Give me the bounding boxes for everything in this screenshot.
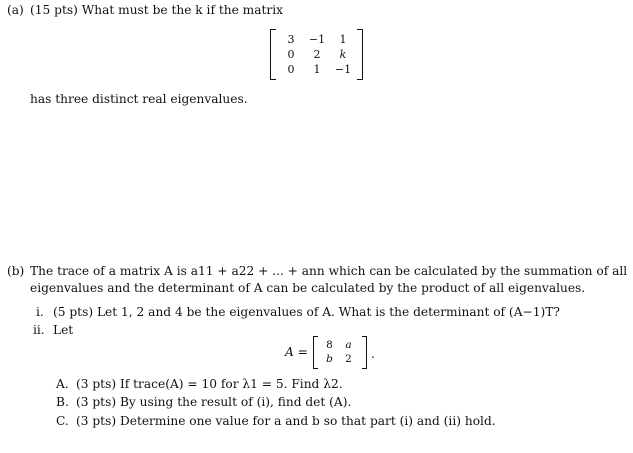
matrix-a-entry-r3c1: 0	[287, 63, 295, 76]
sub-item-b-text: (3 pts) By using the result of (i), find det (A).	[76, 395, 352, 409]
part-a-followup: has three distinct real eigenvalues.	[30, 92, 248, 106]
matrix-b-left-bracket	[313, 336, 318, 369]
matrix-a-entry-r1c1: 3	[287, 33, 295, 46]
part-a-label: (a)	[7, 3, 24, 17]
matrix-left-bracket	[270, 29, 276, 80]
matrix-a-entry-r2c2: 2	[313, 48, 321, 61]
item-i-text: (5 pts) Let 1, 2 and 4 be the eigenvalues of A. What is the determinant of (A−1)T?	[53, 305, 560, 319]
matrix-a-entry-r1c3: 1	[339, 33, 347, 46]
part-a-question-text: (15 pts) What must be the k if the matrix	[30, 3, 283, 17]
sub-item-a-label: A.	[56, 377, 69, 391]
matrix-b	[313, 336, 367, 369]
matrix-b-entry-r2c1: b	[326, 353, 333, 365]
sub-item-b-label: B.	[56, 395, 69, 409]
matrix-b-entry-r1c1: 8	[326, 339, 333, 351]
matrix-b-entries	[320, 338, 358, 366]
sub-item-a-text: (3 pts) If trace(A) = 10 for λ1 = 5. Find λ2.	[76, 377, 343, 391]
matrix-b-entry-r1c2: a	[345, 339, 352, 351]
matrix-a-entries	[278, 32, 356, 77]
matrix-b-right-bracket	[362, 336, 367, 369]
matrix-a-entry-r1c2: −1	[308, 33, 326, 46]
matrix-a-entry-r2c3: k	[339, 48, 347, 61]
part-a-question	[30, 3, 283, 17]
item-ii-text: Let	[53, 323, 74, 337]
part-b-intro-line1: The trace of a matrix A is a11 + a22 + ... + ann which can be calculated by the summation of all	[30, 264, 628, 278]
matrix-a-entry-r2c1: 0	[287, 48, 295, 61]
item-i-label: i.	[36, 305, 44, 319]
matrix-a	[270, 29, 363, 80]
sub-item-c-label: C.	[56, 414, 69, 428]
sub-item-c-text: (3 pts) Determine one value for a and b so that part (i) and (ii) hold.	[76, 414, 496, 428]
matrix-right-bracket	[357, 29, 363, 80]
matrix-b-lhs: A =	[285, 345, 308, 359]
part-b-label: (b)	[7, 264, 25, 278]
part-b-intro-line2: eigenvalues and the determinant of A can be calculated by the product of all eigenvalues.	[30, 281, 586, 295]
matrix-a-entry-r3c2: 1	[313, 63, 321, 76]
matrix-a-entry-r3c3: −1	[334, 63, 352, 76]
matrix-b-entry-r2c2: 2	[345, 353, 352, 365]
item-ii-label: ii.	[33, 323, 45, 337]
matrix-b-end: .	[371, 347, 375, 361]
